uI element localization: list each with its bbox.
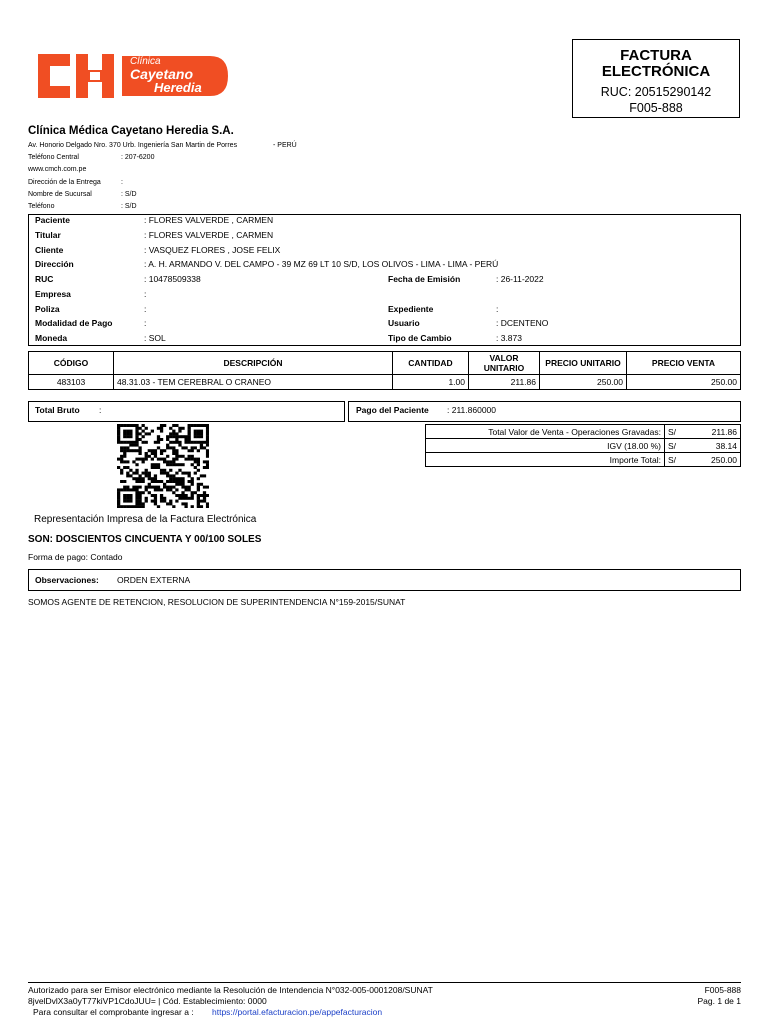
totals-value: 250.00 <box>697 453 741 467</box>
cliente-label: Cliente <box>35 245 64 255</box>
invoice-title-1: FACTURA <box>620 47 692 64</box>
poliza-label: Poliza <box>35 304 60 314</box>
tel-value: : S/D <box>121 203 137 210</box>
totals-row <box>426 425 741 439</box>
modalidad-value: : <box>144 318 147 328</box>
fecha-label: Fecha de Emisión <box>388 274 461 284</box>
col-header-codigo: CÓDIGO <box>29 352 114 375</box>
col-header-descripcion: DESCRIPCIÓN <box>114 352 393 375</box>
phone-value: : 207-6200 <box>121 154 155 161</box>
paciente-value: : FLORES VALVERDE , CARMEN <box>144 215 274 225</box>
branch-label: Nombre de Sucursal <box>28 191 92 198</box>
cell-codigo: 483103 <box>29 375 114 390</box>
expediente-value: : <box>496 304 499 314</box>
branch-value: : S/D <box>121 191 137 198</box>
amount-in-words: SON: DOSCIENTOS CINCUENTA Y 00/100 SOLES <box>28 534 262 545</box>
representation-text: Representación Impresa de la Factura Electrónica <box>34 514 257 525</box>
tipo-cambio-label: Tipo de Cambio <box>388 333 452 343</box>
footer-doc-number: F005-888 <box>704 985 741 995</box>
totals-value: 211.86 <box>697 425 741 439</box>
direccion-value: : A. H. ARMANDO V. DEL CAMPO - 39 MZ 69 LT 10 S/D, LOS OLIVOS - LIMA - LIMA - PERÚ <box>144 259 499 269</box>
moneda-value: : SOL <box>144 333 166 343</box>
company-country: - PERÚ <box>273 142 297 149</box>
totals-currency: S/ <box>665 425 698 439</box>
titular-value: : FLORES VALVERDE , CARMEN <box>144 230 274 240</box>
table-row <box>29 375 741 390</box>
totals-row <box>426 439 741 453</box>
retention-notice: SOMOS AGENTE DE RETENCION, RESOLUCION DE SUPERINTENDENCIA N°159-2015/SUNAT <box>28 597 406 607</box>
cell-precio-unitario: 250.00 <box>540 375 627 390</box>
empresa-label: Empresa <box>35 289 71 299</box>
items-header-row <box>29 352 741 375</box>
footer-authorization: Autorizado para ser Emisor electrónico mediante la Resolución de Intendencia N°032-005-0001208/SUNAT <box>28 985 433 995</box>
logo-text-3: Heredia <box>154 80 202 95</box>
col-header-precio-venta: PRECIO VENTA <box>627 352 741 375</box>
totals-currency: S/ <box>665 453 698 467</box>
company-name: Clínica Médica Cayetano Heredia S.A. <box>28 125 234 137</box>
empresa-value: : <box>144 289 147 299</box>
footer-hash: 8jvelDvlX3a0yT77kiVP1CdoJUU= | Cód. Establecimiento: 0000 <box>28 996 267 1006</box>
clinic-logo <box>30 50 230 102</box>
total-bruto-value: : <box>99 405 102 415</box>
total-bruto-label: Total Bruto <box>35 405 80 415</box>
payment-method: Forma de pago: Contado <box>28 552 123 562</box>
qr-code <box>117 424 209 508</box>
observations-value: ORDEN EXTERNA <box>117 575 191 585</box>
totals-label: IGV (18.00 %) <box>426 439 665 453</box>
company-address: Av. Honorio Delgado Nro. 370 Urb. Ingeniería San Martin de Porres <box>28 142 238 149</box>
titular-label: Titular <box>35 230 61 240</box>
cliente-value: : VASQUEZ FLORES , JOSE FELIX <box>144 245 281 255</box>
usuario-label: Usuario <box>388 318 420 328</box>
cell-cantidad: 1.00 <box>393 375 469 390</box>
totals-label: Total Valor de Venta - Operaciones Gravadas: <box>426 425 665 439</box>
company-website: www.cmch.com.pe <box>28 166 87 173</box>
col-header-valor-unitario: VALOR UNITARIO <box>469 352 540 375</box>
invoice-number: F005-888 <box>629 101 683 115</box>
delivery-value: : <box>121 179 123 186</box>
footer-page-number: Pag. 1 de 1 <box>697 996 741 1006</box>
ruc-label: RUC <box>35 274 54 284</box>
logo-text-1: Clínica <box>130 56 161 67</box>
ruc-value: : 10478509338 <box>144 274 201 284</box>
phone-label: Teléfono Central <box>28 154 79 161</box>
delivery-label: Dirección de la Entrega <box>28 179 101 186</box>
cell-descripcion: 48.31.03 - TEM CEREBRAL O CRANEO <box>114 375 393 390</box>
poliza-value: : <box>144 304 147 314</box>
cell-valor-unitario: 211.86 <box>469 375 540 390</box>
totals-currency: S/ <box>665 439 698 453</box>
footer-portal-link[interactable]: https://portal.efacturacion.pe/appefacturacion <box>212 1007 383 1017</box>
footer-divider <box>28 982 741 983</box>
totals-label: Importe Total: <box>426 453 665 467</box>
footer-consult-text: Para consultar el comprobante ingresar a : <box>33 1007 194 1017</box>
observations-label: Observaciones: <box>35 575 99 585</box>
tel-label: Teléfono <box>28 203 55 210</box>
tipo-cambio-value: : 3.873 <box>496 333 522 343</box>
items-table <box>28 351 741 390</box>
col-header-precio-unitario: PRECIO UNITARIO <box>540 352 627 375</box>
direccion-label: Dirección <box>35 259 74 269</box>
logo-text-2: Cayetano <box>130 66 194 82</box>
client-info-box <box>28 214 741 346</box>
modalidad-label: Modalidad de Pago <box>35 318 113 328</box>
pago-paciente-label: Pago del Paciente <box>356 405 429 415</box>
totals-table <box>425 424 741 467</box>
invoice-header-box <box>572 39 740 118</box>
usuario-value: : DCENTENO <box>496 318 549 328</box>
invoice-title-2: ELECTRÓNICA <box>601 63 711 80</box>
moneda-label: Moneda <box>35 333 68 343</box>
totals-row <box>426 453 741 467</box>
cell-precio-venta: 250.00 <box>627 375 741 390</box>
totals-value: 38.14 <box>697 439 741 453</box>
issuer-ruc: RUC: 20515290142 <box>600 85 712 99</box>
pago-paciente-value: : 211.860000 <box>447 405 496 415</box>
expediente-label: Expediente <box>388 304 434 314</box>
fecha-value: : 26-11-2022 <box>496 274 544 284</box>
col-header-cantidad: CANTIDAD <box>393 352 469 375</box>
paciente-label: Paciente <box>35 215 70 225</box>
